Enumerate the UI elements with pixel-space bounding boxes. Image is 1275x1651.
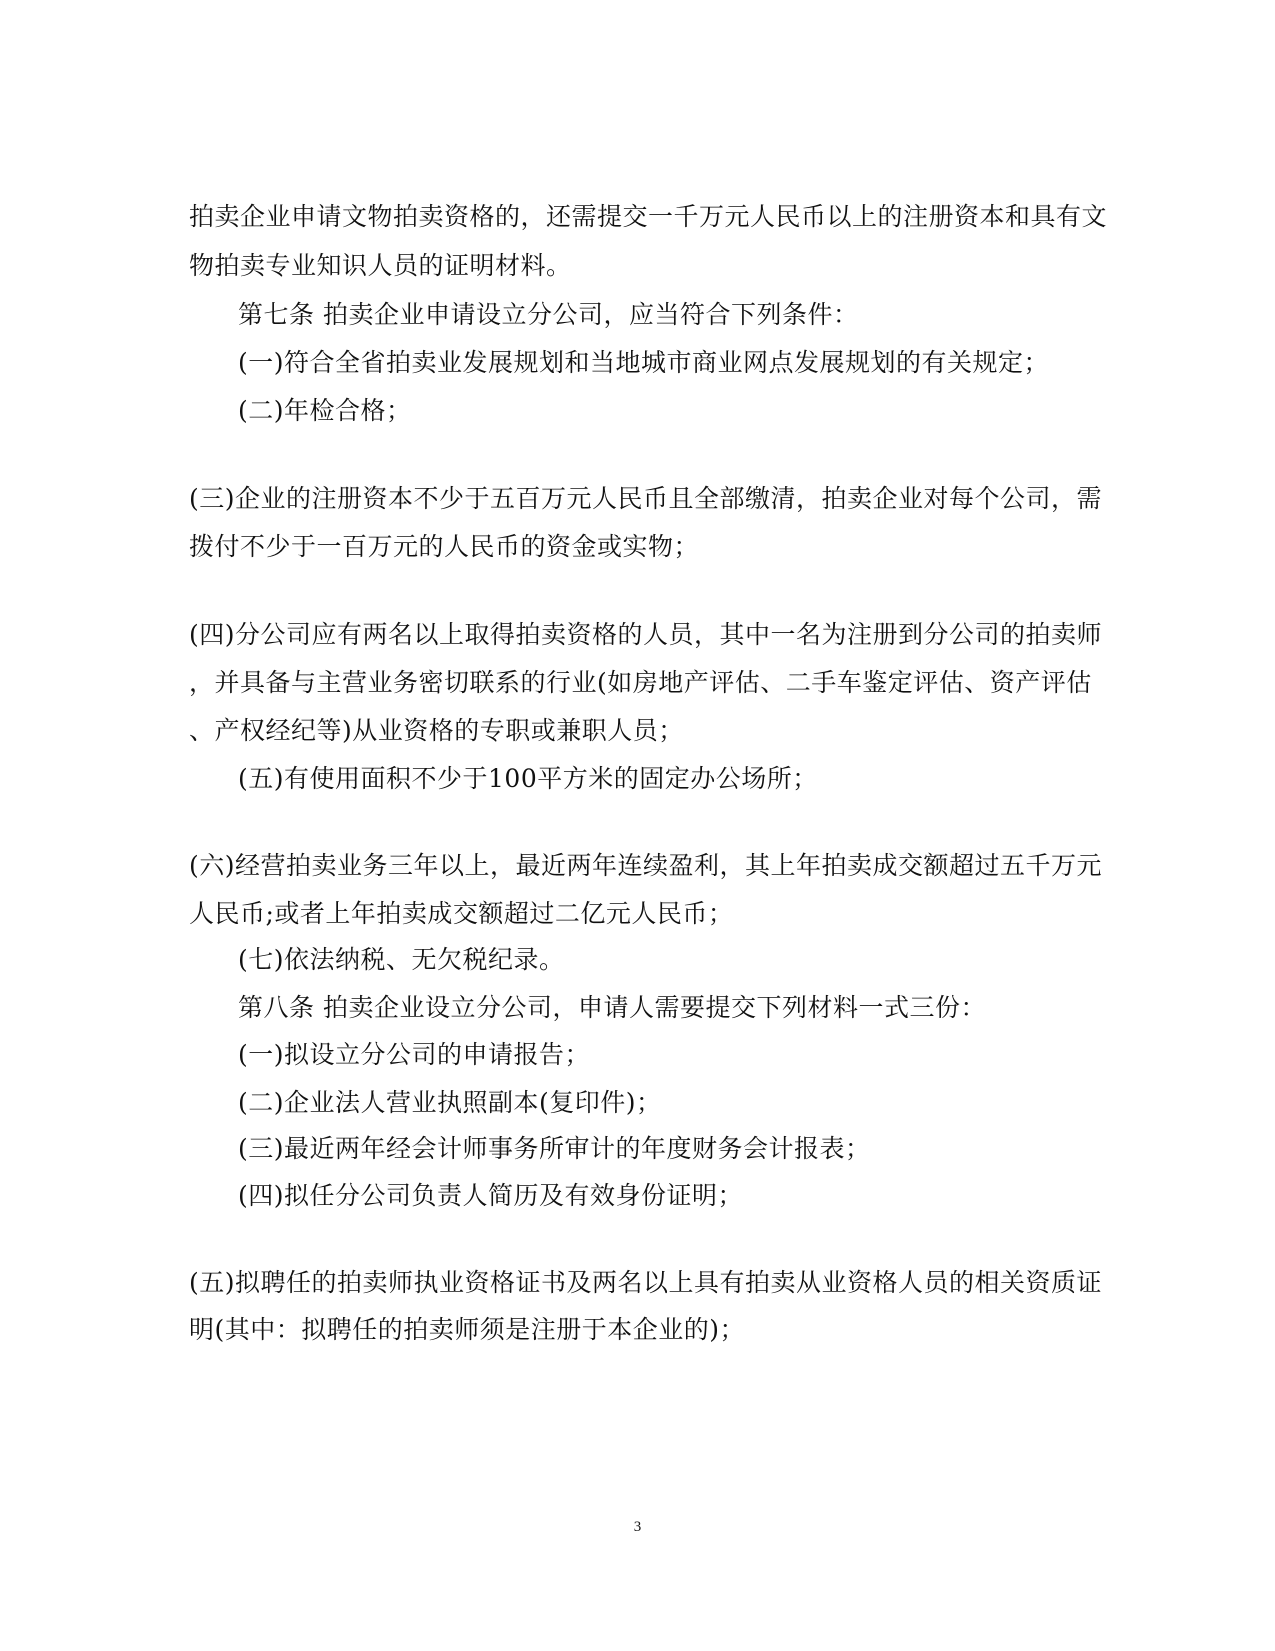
list-item: (三)最近两年经会计师事务所审计的年度财务会计报表； <box>238 1134 871 1163</box>
text-line: 拍卖企业申请文物拍卖资格的，还需提交一千万元人民币以上的注册资本和具有文 <box>189 202 1108 231</box>
article-heading: 第七条 拍卖企业申请设立分公司，应当符合下列条件： <box>238 300 859 329</box>
list-item: (二)企业法人营业执照副本(复印件)； <box>238 1088 662 1117</box>
list-item: (五)拟聘任的拍卖师执业资格证书及两名以上具有拍卖从业资格人员的相关资质证 <box>189 1268 1103 1297</box>
list-item: (一)拟设立分公司的申请报告； <box>238 1040 591 1069</box>
list-item: (六)经营拍卖业务三年以上，最近两年连续盈利，其上年拍卖成交额超过五千万元 <box>189 851 1103 880</box>
text-line: 物拍卖专业知识人员的证明材料。 <box>189 251 572 280</box>
list-item: (二)年检合格； <box>238 396 412 425</box>
text-line: 明(其中：拟聘任的拍卖师须是注册于本企业的)； <box>189 1315 746 1344</box>
list-item: (四)分公司应有两名以上取得拍卖资格的人员，其中一名为注册到分公司的拍卖师 <box>189 620 1103 649</box>
article-heading: 第八条 拍卖企业设立分公司，申请人需要提交下列材料一式三份： <box>238 993 986 1022</box>
text-line: 人民币;或者上年拍卖成交额超过二亿元人民币； <box>189 899 734 928</box>
list-item: (三)企业的注册资本不少于五百万元人民币且全部缴清，拍卖企业对每个公司，需 <box>189 484 1103 513</box>
list-item: (七)依法纳税、无欠税纪录。 <box>238 945 565 974</box>
text-line: 、产权经纪等)从业资格的专职或兼职人员； <box>189 716 684 745</box>
list-item: (五)有使用面积不少于100平方米的固定办公场所； <box>238 764 818 793</box>
list-item: (一)符合全省拍卖业发展规划和当地城市商业网点发展规划的有关规定； <box>238 348 1050 377</box>
text-line: ，并具备与主营业务密切联系的行业(如房地产评估、二手车鉴定评估、资产评估 <box>189 668 1092 697</box>
page-number: 3 <box>633 1519 642 1535</box>
list-item: (四)拟任分公司负责人简历及有效身份证明； <box>238 1181 744 1210</box>
text-line: 拨付不少于一百万元的人民币的资金或实物； <box>189 532 700 561</box>
